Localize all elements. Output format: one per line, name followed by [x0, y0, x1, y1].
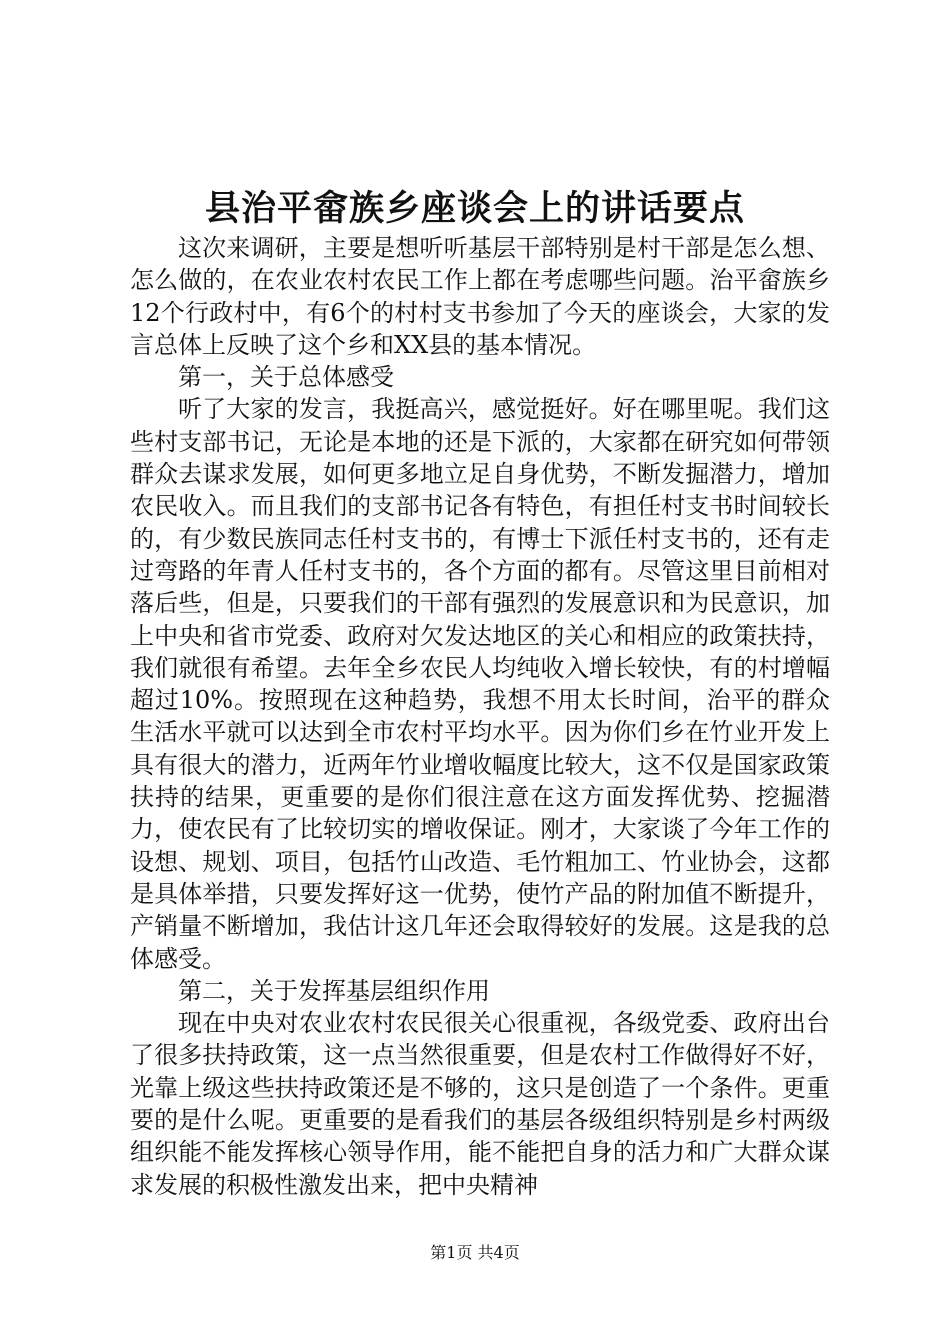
paragraph-grassroots-role: 现在中央对农业农村农民很关心很重视，各级党委、政府出台了很多扶持政策，这一点当然很重要，但是农村工作做得好不好，光靠上级这些扶持政策还是不够的，这只是创造了一个条件。更重要的是什么呢。更重要的是看我们的基层各级组织特别是乡村两级组织能不能发挥核心领导作用，能不能把自身的活力和广大群众谋求发展的积极性激发出来，把中央精神 [130, 1009, 830, 1199]
paragraph-intro: 这次来调研，主要是想听听基层干部特别是村干部是怎么想、怎么做的，在农业农村农民工作上都在考虑哪些问题。治平畲族乡12个行政村中，有6个的村村支书参加了今天的座谈会，大家的发言总体上反映了这个乡和XX县的基本情况。 [130, 234, 830, 359]
paragraph-overall-impression: 听了大家的发言，我挺高兴，感觉挺好。好在哪里呢。我们这些村支部书记，无论是本地的还是下派的，大家都在研究如何带领群众去谋求发展，如何更多地立足自身优势，不断发掘潜力，增加农民收入。而且我们的支部书记各有特色，有担任村支书时间较长的，有少数民族同志任村支书的，有博士下派任村支书的，还有走过弯路的年青人任村支书的，各个方面的都有。尽管这里目前相对落后些，但是，只要我们的干部有强烈的发展意识和为民意识，加上中央和省市党委、政府对欠发达地区的关心和相应的政策扶持，我们就很有希望。去年全乡农民人均纯收入增长较快，有的村增幅超过10%。按照现在这种趋势，我想不用太长时间，治平的群众生活水平就可以达到全市农村平均水平。因为你们乡在竹业开发上具有很大的潜力，近两年竹业增收幅度比较大，这不仅是国家政策扶持的结果，更重要的是你们很注意在这方面发挥优势、挖掘潜力，使农民有了比较切实的增收保证。刚才，大家谈了今年工作的设想、规划、项目，包括竹山改造、毛竹粗加工、竹业协会，这都是具体举措，只要发挥好这一优势，使竹产品的附加值不断提升，产销量不断增加，我估计这几年还会取得较好的发展。这是我的总体感受。 [130, 395, 830, 973]
section-heading-1: 第一，关于总体感受 [178, 363, 394, 392]
page-number: 第1页 共4页 [430, 1243, 520, 1262]
document-title: 县治平畲族乡座谈会上的讲话要点 [204, 188, 745, 229]
document-body [130, 232, 830, 1201]
section-heading-2: 第二，关于发挥基层组织作用 [178, 976, 490, 1005]
